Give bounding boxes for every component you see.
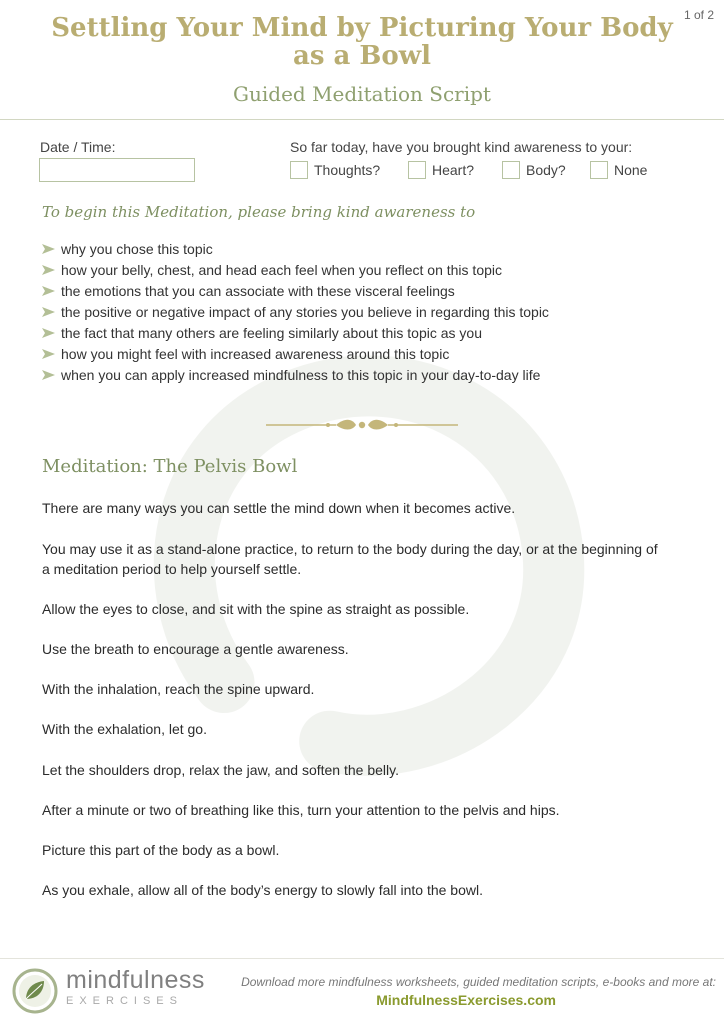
footer-divider — [0, 958, 724, 959]
checkbox-box[interactable] — [408, 161, 426, 179]
arrowhead-icon — [42, 307, 55, 317]
header-divider — [0, 119, 724, 120]
page-number: 1 of 2 — [683, 8, 714, 22]
arrowhead-icon — [42, 286, 55, 296]
checkbox-label: Body? — [526, 162, 566, 178]
list-item-text: why you chose this topic — [61, 240, 213, 257]
arrowhead-icon — [42, 370, 55, 380]
checkbox-thoughts[interactable] — [290, 161, 380, 179]
list-item — [42, 301, 549, 322]
date-time-label: Date / Time: — [40, 139, 116, 155]
awareness-question: So far today, have you brought kind awareness to your: — [290, 139, 633, 155]
checkbox-body[interactable] — [502, 161, 566, 179]
checkbox-label: Thoughts? — [314, 162, 381, 178]
title-line-2: as a Bowl — [292, 41, 431, 71]
logo-wordmark: mindfulness — [66, 966, 205, 994]
arrowhead-icon — [42, 244, 55, 254]
list-item-text: the emotions that you can associate with these visceral feelings — [61, 282, 455, 299]
list-item — [42, 259, 549, 280]
ornament-divider-icon — [266, 418, 458, 432]
paragraph: Let the shoulders drop, relax the jaw, and soften the belly. — [42, 762, 399, 778]
list-item-text: when you can apply increased mindfulness to this topic in your day-to-day life — [61, 366, 541, 383]
checkbox-box[interactable] — [590, 161, 608, 179]
list-item-text: the positive or negative impact of any stories you believe in regarding this topic — [61, 303, 549, 320]
list-item-text: how you might feel with increased awareness around this topic — [61, 345, 450, 362]
checkbox-label: None — [614, 162, 648, 178]
list-item-text: the fact that many others are feeling similarly about this topic as you — [61, 324, 482, 341]
paragraph: Allow the eyes to close, and sit with the spine as straight as possible. — [42, 601, 470, 617]
checkbox-box[interactable] — [290, 161, 308, 179]
checkbox-none[interactable] — [590, 161, 647, 179]
leaf-circle-logo-icon — [10, 966, 60, 1016]
list-item — [42, 364, 549, 385]
intro-list — [42, 238, 549, 385]
arrowhead-icon — [42, 328, 55, 338]
checkbox-heart[interactable] — [408, 161, 474, 179]
date-time-field[interactable] — [39, 158, 195, 182]
paragraph: After a minute or two of breathing like this, turn your attention to the pelvis and hips. — [42, 802, 560, 818]
list-item — [42, 322, 549, 343]
checkbox-box[interactable] — [502, 161, 520, 179]
paragraph: As you exhale, allow all of the body’s energy to slowly fall into the bowl. — [42, 882, 483, 898]
footer-link[interactable]: MindfulnessExercises.com — [376, 992, 556, 1008]
arrowhead-icon — [42, 349, 55, 359]
list-item — [42, 280, 549, 301]
list-item-text: how your belly, chest, and head each feel when you reflect on this topic — [61, 261, 503, 278]
list-item — [42, 343, 549, 364]
paragraph: With the inhalation, reach the spine upward. — [42, 681, 315, 697]
footer-text: Download more mindfulness worksheets, guided meditation scripts, e-books and more at: — [241, 975, 716, 989]
page-title — [0, 14, 724, 70]
list-item — [42, 238, 549, 259]
intro-heading: To begin this Meditation, please bring kind awareness to — [42, 203, 476, 221]
paragraph: With the exhalation, let go. — [42, 721, 207, 737]
page-subtitle: Guided Meditation Script — [233, 82, 491, 106]
paragraph: There are many ways you can settle the mind down when it becomes active. — [42, 500, 516, 516]
section-title: Meditation: The Pelvis Bowl — [42, 456, 298, 477]
paragraph: Picture this part of the body as a bowl. — [42, 842, 280, 858]
paragraph: You may use it as a stand-alone practice, to return to the body during the day, or at the beginning of a meditation period to help yourself settle. — [42, 541, 658, 577]
checkbox-label: Heart? — [432, 162, 475, 178]
arrowhead-icon — [42, 265, 55, 275]
logo-subtext: EXERCISES — [66, 995, 183, 1007]
paragraph: Use the breath to encourage a gentle awareness. — [42, 641, 349, 657]
title-line-1: Settling Your Mind by Picturing Your Body — [51, 13, 673, 43]
